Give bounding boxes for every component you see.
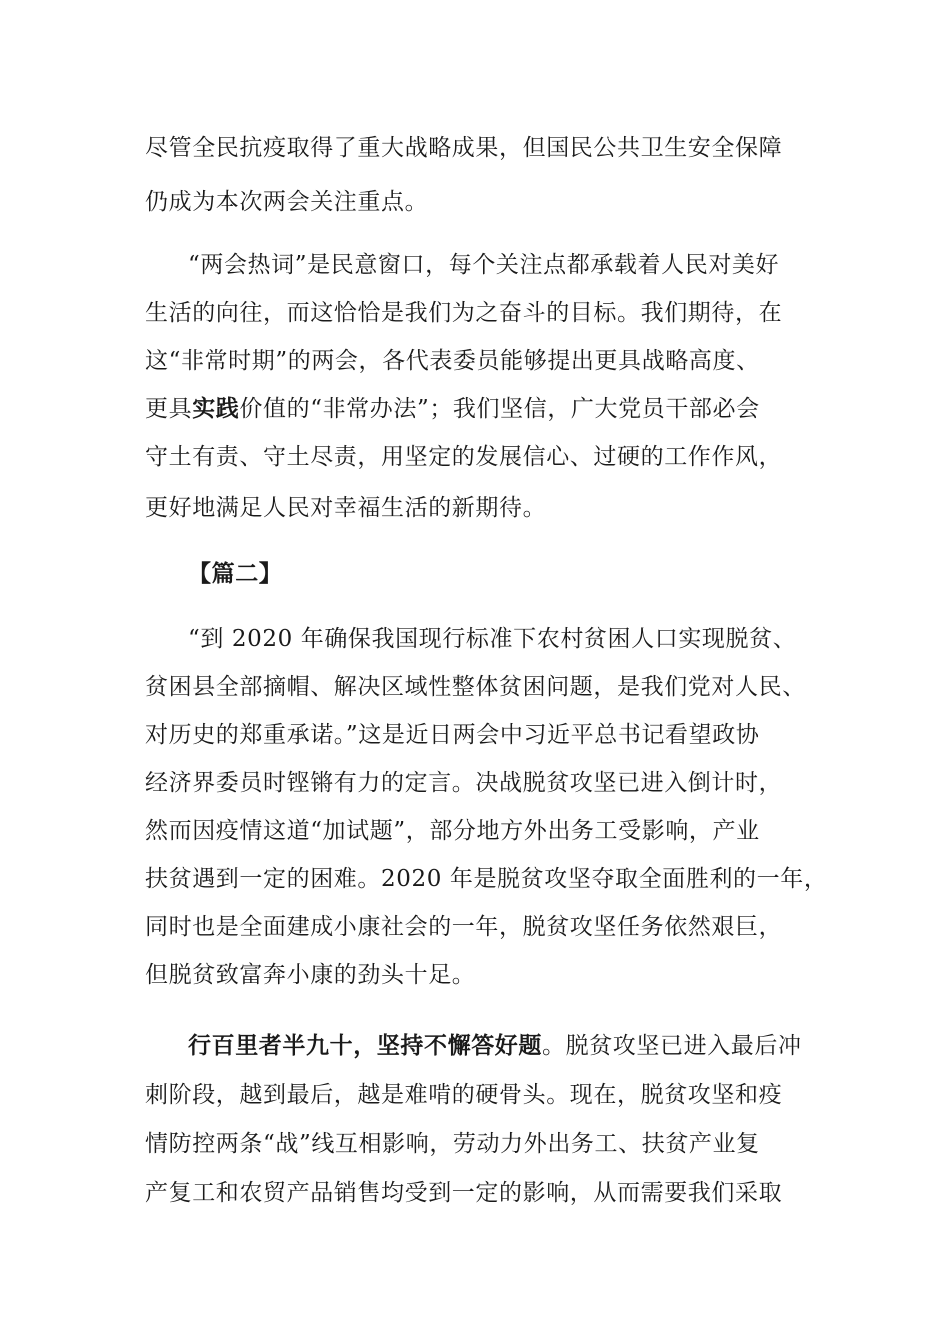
paragraph-3-line-3: 对历史的郑重承诺。”这是近日两会中习近平总书记看望政协 bbox=[145, 722, 760, 748]
paragraph-3-line-5: 然而因疫情这道“加试题”，部分地方外出务工受影响，产业 bbox=[145, 818, 760, 844]
paragraph-2-line-1: “两会热词”是民意窗口，每个关注点都承载着人民对美好 bbox=[188, 252, 780, 278]
paragraph-4-line-1-rest: 。脱贫攻坚已进入最后冲 bbox=[542, 1033, 802, 1059]
paragraph-4-line-3: 情防控两条“战”线互相影响，劳动力外出务工、扶贫产业复 bbox=[145, 1131, 760, 1157]
paragraph-3-line-2: 贫困县全部摘帽、解决区域性整体贫困问题，是我们党对人民、 bbox=[145, 674, 806, 700]
paragraph-3-line-7: 同时也是全面建成小康社会的一年，脱贫攻坚任务依然艰巨， bbox=[145, 914, 783, 940]
paragraph-4-line-1 bbox=[188, 1026, 828, 1066]
paragraph-2-line-2: 生活的向往，而这恰恰是我们为之奋斗的目标。我们期待，在 bbox=[145, 300, 783, 326]
paragraph-2-line-5: 守土有责、守土尽责，用坚定的发展信心、过硬的工作作风， bbox=[145, 444, 783, 470]
paragraph-1-line-2: 仍成为本次两会关注重点。 bbox=[145, 189, 429, 215]
paragraph-2-line-4 bbox=[145, 389, 825, 429]
paragraph-4-lead: 行百里者半九十，坚持不懈答好题 bbox=[188, 1032, 542, 1059]
paragraph-3-line-8: 但脱贫致富奔小康的劲头十足。 bbox=[145, 962, 476, 988]
paragraph-4-line-4: 产复工和农贸产品销售均受到一定的影响，从而需要我们采取 bbox=[145, 1180, 783, 1206]
paragraph-1-line-1: 尽管全民抗疫取得了重大战略成果，但国民公共卫生安全保障 bbox=[145, 135, 783, 161]
emphasis-text: 实践 bbox=[192, 395, 240, 422]
paragraph-2-line-4-end: 价值的“非常办法”；我们坚信，广大党员干部必会 bbox=[239, 396, 760, 422]
paragraph-2-line-3: 这“非常时期”的两会，各代表委员能够提出更具战略高度、 bbox=[145, 348, 760, 374]
paragraph-3-line-4: 经济界委员时铿锵有力的定言。决战脱贫攻坚已进入倒计时， bbox=[145, 770, 783, 796]
section-heading: 【篇二】 bbox=[188, 560, 283, 587]
paragraph-4-line-2: 刺阶段，越到最后，越是难啃的硬骨头。现在，脱贫攻坚和疫 bbox=[145, 1082, 783, 1108]
paragraph-3-line-1: “到 2020 年确保我国现行标准下农村贫困人口实现脱贫、 bbox=[188, 626, 797, 652]
paragraph-2-line-4-start: 更具 bbox=[145, 396, 193, 422]
paragraph-2-line-6: 更好地满足人民对幸福生活的新期待。 bbox=[145, 495, 547, 521]
paragraph-3-line-6: 扶贫遇到一定的困难。2020 年是脱贫攻坚夺取全面胜利的一年， bbox=[145, 866, 828, 892]
